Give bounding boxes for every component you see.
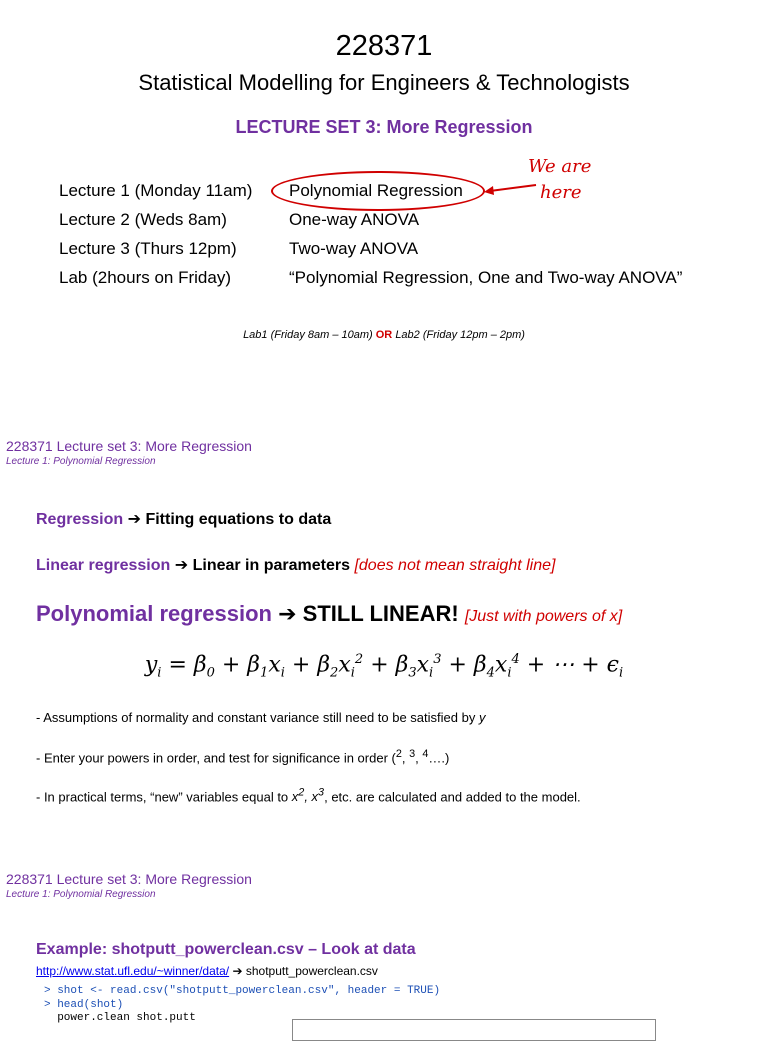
plot-frame [292, 1019, 656, 1041]
arrow-icon: ➔ [232, 964, 246, 978]
data-url-link[interactable]: http://www.stat.ufl.edu/~winner/data/ [36, 964, 230, 978]
linear-regression-line [36, 555, 555, 575]
regression-line [36, 509, 331, 529]
schedule-session: Lecture 3 (Thurs 12pm) [59, 239, 237, 258]
power-superscript: 3 [409, 748, 416, 760]
schedule-session: Lecture 2 (Weds 8am) [59, 210, 227, 229]
lab1-time: Lab1 (Friday 8am – 10am) [243, 329, 373, 341]
schedule-topic: “Polynomial Regression, One and Two-way ANOVA” [289, 268, 683, 287]
annotation-line: We are [528, 156, 592, 177]
data-source-line [36, 964, 378, 978]
polynomial-regression-line [36, 601, 622, 627]
x-squared: $x^2$, $x^3$ [291, 787, 325, 805]
regression-definition: Fitting equations to data [145, 511, 332, 528]
course-title: Statistical Modelling for Engineers & Technologists [138, 70, 630, 95]
slide-header-subtitle: Lecture 1: Polynomial Regression [6, 889, 156, 900]
annotation-line: here [540, 182, 582, 203]
regression-term: Regression [36, 511, 124, 528]
power-superscript: 2 [395, 748, 402, 760]
code-line [44, 1012, 196, 1024]
data-filename: shotputt_powerclean.csv [245, 964, 378, 978]
bullet-powers-order: - Enter your powers in order, and test for significance in order ($^2$, $^3$, $^4$….) [36, 748, 450, 766]
code-prompt: > [44, 999, 51, 1011]
slide-header-title: 228371 Lecture set 3: More Regression [6, 871, 252, 887]
code-output: power.clean shot.putt [44, 1012, 196, 1024]
code-line [44, 999, 123, 1011]
code-text: head(shot) [50, 999, 124, 1011]
lecture-set-title: LECTURE SET 3: More Regression [235, 117, 533, 137]
course-code: 228371 [335, 30, 433, 62]
code-line [44, 985, 440, 997]
schedule-topic: One-way ANOVA [289, 210, 420, 229]
schedule-topic: Polynomial Regression [289, 181, 463, 200]
schedule-session: Lab (2hours on Friday) [59, 268, 231, 287]
linear-regression-definition: Linear in parameters [192, 557, 350, 574]
lab2-time: Lab2 (Friday 12pm – 2pm) [395, 329, 525, 341]
code-text: shot <- read.csv("shotputt_powerclean.csv", header = TRUE) [50, 985, 441, 997]
highlight-ellipse [271, 171, 485, 211]
bullet-text: - Enter your powers in order, and test for significance in order ( [36, 750, 396, 766]
bullet-text: ….) [428, 750, 450, 766]
arrow-icon: ➔ [127, 511, 141, 528]
variable-y: y [478, 710, 486, 725]
bullet-assumptions [36, 710, 485, 725]
arrow-icon: ➔ [278, 601, 297, 626]
schedule-topic: Two-way ANOVA [289, 239, 419, 258]
or-label: OR [375, 329, 393, 341]
we-are-here-annotation [528, 154, 591, 206]
linear-regression-note: [does not mean straight line] [354, 557, 556, 574]
code-prompt: > [44, 985, 51, 997]
polynomial-regression-term: Polynomial regression [36, 601, 272, 626]
example-title: Example: shotputt_powerclean.csv – Look at data [36, 941, 416, 958]
arrow-icon: ➔ [174, 557, 189, 574]
bullet-text: - In practical terms, “new” variables equal to [36, 789, 289, 805]
linear-regression-term: Linear regression [36, 557, 171, 574]
bullet-text: etc. are calculated and added to the model. [331, 789, 581, 805]
bullet-text: - Assumptions of normality and constant variance still need to be satisfied by [36, 710, 476, 725]
schedule-session: Lecture 1 (Monday 11am) [59, 181, 253, 200]
polynomial-regression-note: [Just with powers of x] [464, 608, 623, 625]
power-superscript: 4 [422, 748, 429, 760]
lab-times [0, 329, 768, 341]
slide-header-subtitle: Lecture 1: Polynomial Regression [6, 456, 156, 467]
polynomial-regression-claim: STILL LINEAR! [302, 601, 459, 626]
bullet-new-variables: - In practical terms, “new” variables equal to $x^2$, $x^3$, etc. are calculated and added to the model. [36, 787, 581, 805]
polynomial-equation: $y_i = \beta_0 + \beta_1x_i + \beta_2x_i^2 + \beta_3x_i^3 + \beta_4x_i^4$ + ⋯ + $\epsilon_i$ [144, 652, 624, 681]
slide-header-title: 228371 Lecture set 3: More Regression [6, 438, 252, 454]
